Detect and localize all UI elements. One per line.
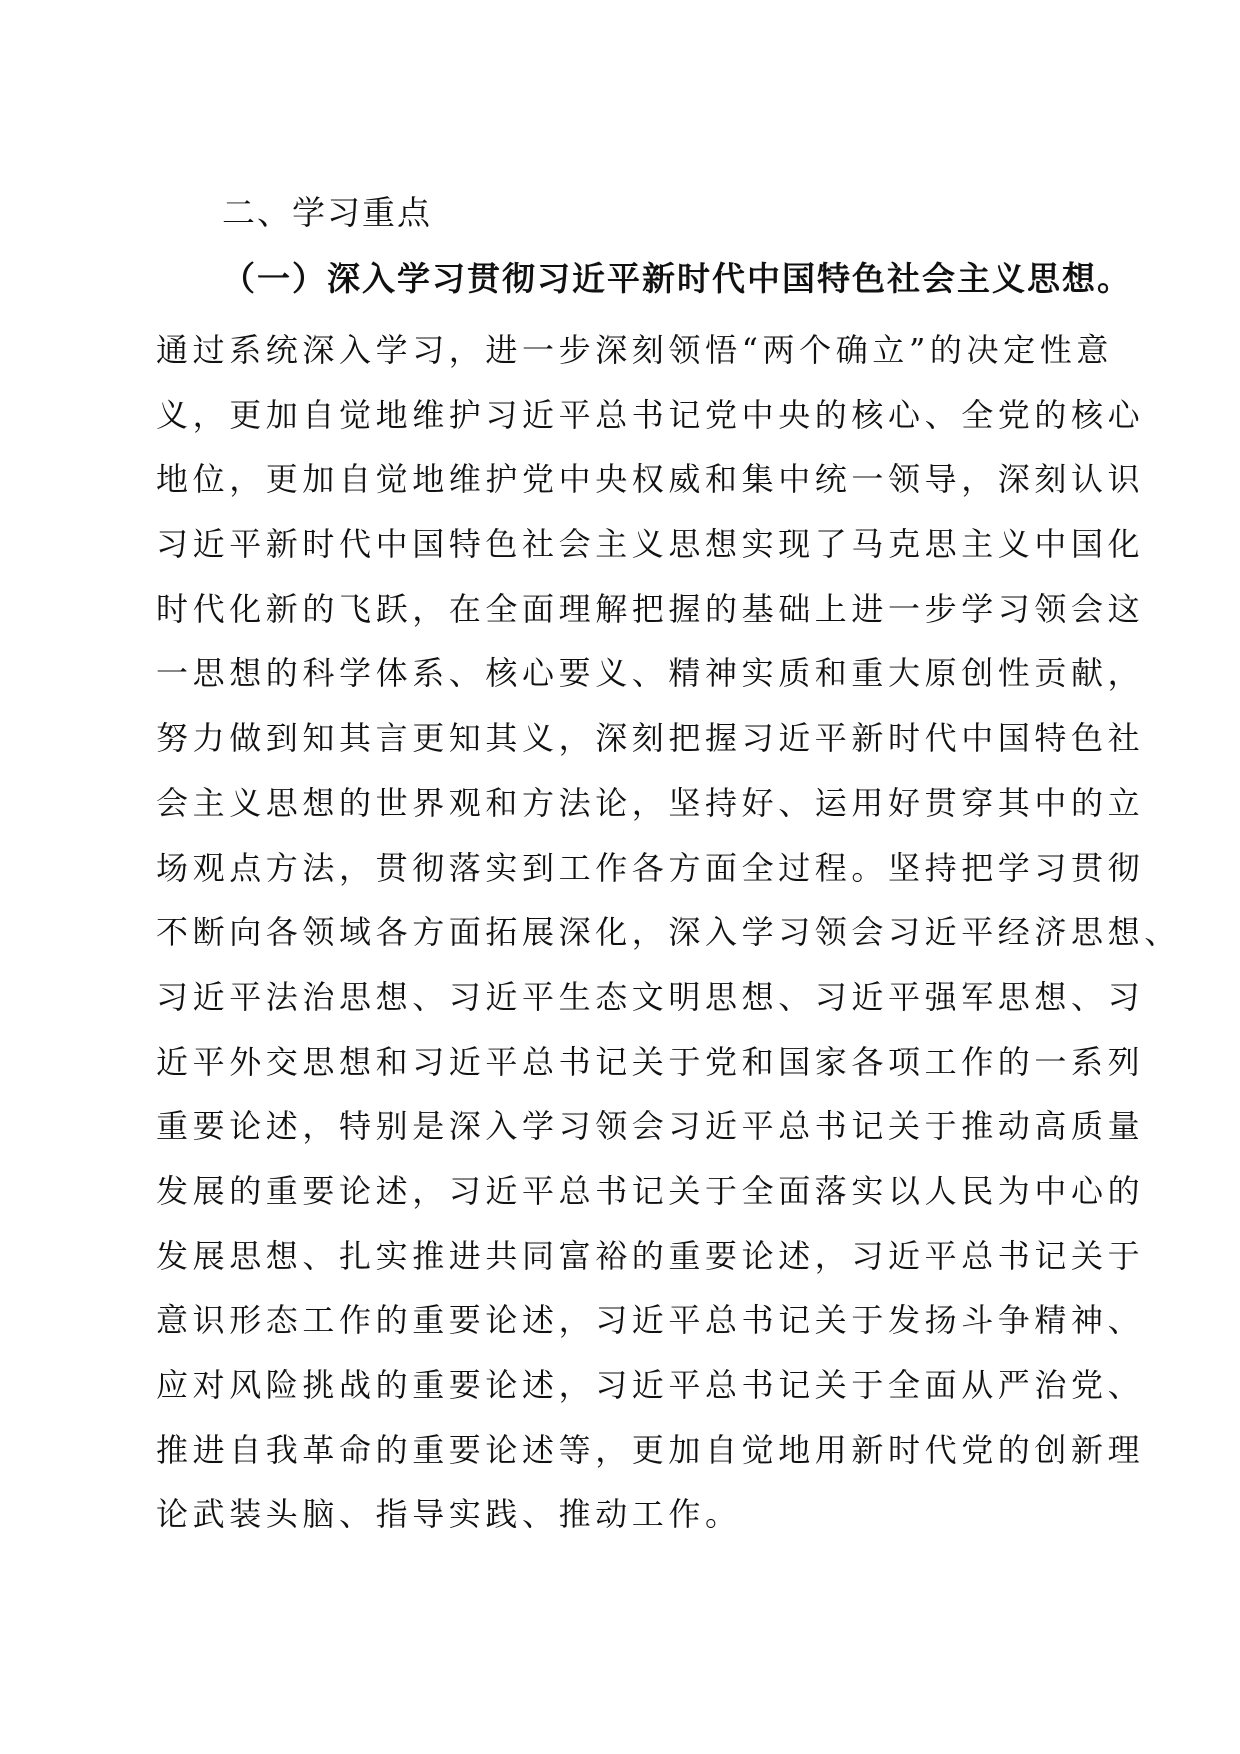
paragraph-line: 习近平法治思想、习近平生态文明思想、习近平强军思想、习 xyxy=(156,977,1145,1016)
body-paragraph xyxy=(156,318,1181,1547)
paragraph-line: 通过系统深入学习，进一步深刻领悟“两个确立”的决定性意 xyxy=(156,331,1113,369)
paragraph-line: 时代化新的飞跃，在全面理解把握的基础上进一步学习领会这 xyxy=(156,589,1145,628)
section-heading: 二、学习重点 xyxy=(222,193,432,232)
paragraph-line: 重要论述，特别是深入学习领会习近平总书记关于推动高质量 xyxy=(156,1107,1145,1146)
paragraph-line: 推进自我革命的重要论述等，更加自觉地用新时代党的创新理 xyxy=(156,1430,1145,1469)
paragraph-line: 义，更加自觉地维护习近平总书记党中央的核心、全党的核心 xyxy=(156,395,1145,434)
paragraph-line: 习近平新时代中国特色社会主义思想实现了马克思主义中国化 xyxy=(156,525,1145,564)
paragraph-line: 近平外交思想和习近平总书记关于党和国家各项工作的一系列 xyxy=(156,1042,1145,1081)
paragraph-line: 一思想的科学体系、核心要义、精神实质和重大原创性贡献， xyxy=(156,654,1145,693)
paragraph-line: 场观点方法，贯彻落实到工作各方面全过程。坚持把学习贯彻 xyxy=(156,848,1145,887)
paragraph-line: 应对风险挑战的重要论述，习近平总书记关于全面从严治党、 xyxy=(156,1366,1145,1404)
paragraph-line: 论武装头脑、指导实践、推动工作。 xyxy=(156,1495,742,1534)
paragraph-line: 会主义思想的世界观和方法论，坚持好、运用好贯穿其中的立 xyxy=(156,783,1145,822)
subsection-heading: （一）深入学习贯彻习近平新时代中国特色社会主义思想。 xyxy=(222,259,1132,298)
paragraph-line: 发展思想、扎实推进共同富裕的重要论述，习近平总书记关于 xyxy=(156,1236,1145,1275)
paragraph-line: 不断向各领域各方面拓展深化，深入学习领会习近平经济思想、 xyxy=(156,913,1181,952)
paragraph-line: 发展的重要论述，习近平总书记关于全面落实以人民为中心的 xyxy=(156,1171,1145,1210)
paragraph-line: 地位，更加自觉地维护党中央权威和集中统一领导，深刻认识 xyxy=(156,460,1145,499)
paragraph-line: 努力做到知其言更知其义，深刻把握习近平新时代中国特色社 xyxy=(156,719,1145,758)
paragraph-line: 意识形态工作的重要论述，习近平总书记关于发扬斗争精神、 xyxy=(156,1301,1145,1340)
